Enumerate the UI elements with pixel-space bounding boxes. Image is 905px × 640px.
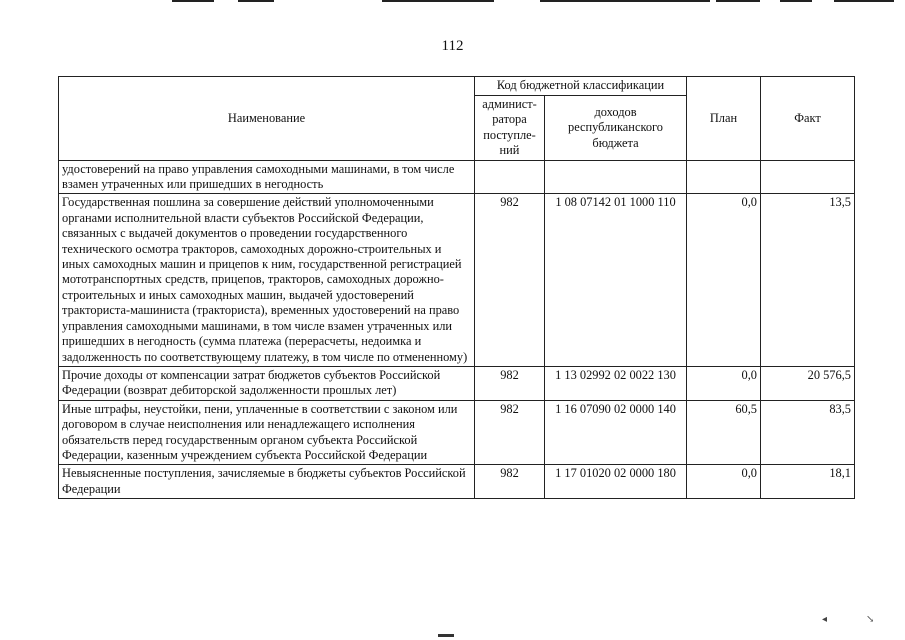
- scan-artifact-line: [382, 0, 494, 2]
- table-header: [59, 77, 855, 161]
- row-admin-code: 982: [475, 194, 545, 366]
- scan-artifact-line: [540, 0, 710, 2]
- scan-artifact-line: [716, 0, 760, 2]
- header-plan: План: [687, 77, 761, 161]
- header-income: доходов республиканского бюджета: [545, 96, 687, 161]
- table-row: [59, 160, 855, 194]
- scan-artifact-line: [172, 0, 214, 2]
- row-fact: 83,5: [761, 400, 855, 465]
- header-fact: Факт: [761, 77, 855, 161]
- row-fact: 18,1: [761, 465, 855, 499]
- table-row: [59, 400, 855, 465]
- scan-artifact-line: [834, 0, 894, 2]
- table-row: [59, 465, 855, 499]
- row-name: Государственная пошлина за совершение действий уполномоченными органами исполнительной власти субъектов Российской Федерации, связанных с выдачей документов о проведении государственного технического осмотра тракторов, самоходных дорожно-строительных и иных самоходных машин и прицепов к ним, государственной регистрацией мототранспортных средств, прицепов, тракторов, самоходных дорожно-строительных и иных самоходных машин, выдачей удостоверений тракториста-машиниста (тракториста), временных удостоверений на право управления самоходными машинами, в том числе взамен утраченных или пришедших в негодность (сумма платежа (перерасчеты, недоимка и задолженность по соответствующему платежу, в том числе по отмененному): [59, 194, 475, 366]
- row-admin-code: 982: [475, 366, 545, 400]
- row-plan: [687, 160, 761, 194]
- row-plan: 60,5: [687, 400, 761, 465]
- budget-table: [58, 76, 855, 499]
- row-plan: 0,0: [687, 194, 761, 366]
- header-name: Наименование: [59, 77, 475, 161]
- scan-artifact-line: [238, 0, 274, 2]
- row-income-code: 1 16 07090 02 0000 140: [545, 400, 687, 465]
- row-fact: 20 576,5: [761, 366, 855, 400]
- scan-artifact-line: [438, 634, 454, 637]
- row-income-code: 1 08 07142 01 1000 110: [545, 194, 687, 366]
- page-number: 112: [441, 38, 464, 54]
- table-row: [59, 194, 855, 366]
- row-name: удостоверений на право управления самоходными машинами, в том числе взамен утраченных или пришедших в негодность: [59, 160, 475, 194]
- row-income-code: [545, 160, 687, 194]
- scan-artifact-line: [780, 0, 812, 2]
- scan-mark: ◂: [822, 614, 828, 625]
- row-income-code: 1 13 02992 02 0022 130: [545, 366, 687, 400]
- table-body: [59, 160, 855, 499]
- row-income-code: 1 17 01020 02 0000 180: [545, 465, 687, 499]
- row-plan: 0,0: [687, 465, 761, 499]
- row-name: Невыясненные поступления, зачисляемые в бюджеты субъектов Российской Федерации: [59, 465, 475, 499]
- row-name: Прочие доходы от компенсации затрат бюджетов субъектов Российской Федерации (возврат дебиторской задолженности прошлых лет): [59, 366, 475, 400]
- row-admin-code: [475, 160, 545, 194]
- scan-mark: ↘: [866, 614, 875, 625]
- header-code-group: Код бюджетной классификации: [475, 77, 687, 96]
- row-plan: 0,0: [687, 366, 761, 400]
- row-fact: 13,5: [761, 194, 855, 366]
- row-admin-code: 982: [475, 465, 545, 499]
- header-admin: админист-ратора поступле-ний: [475, 96, 545, 161]
- row-fact: [761, 160, 855, 194]
- row-admin-code: 982: [475, 400, 545, 465]
- row-name: Иные штрафы, неустойки, пени, уплаченные в соответствии с законом или договором в случае неисполнения или ненадлежащего исполнения обязательств перед государственным органом субъекта Российской Федерации, казенным учреждением субъекта Российской Федерации: [59, 400, 475, 465]
- table-row: [59, 366, 855, 400]
